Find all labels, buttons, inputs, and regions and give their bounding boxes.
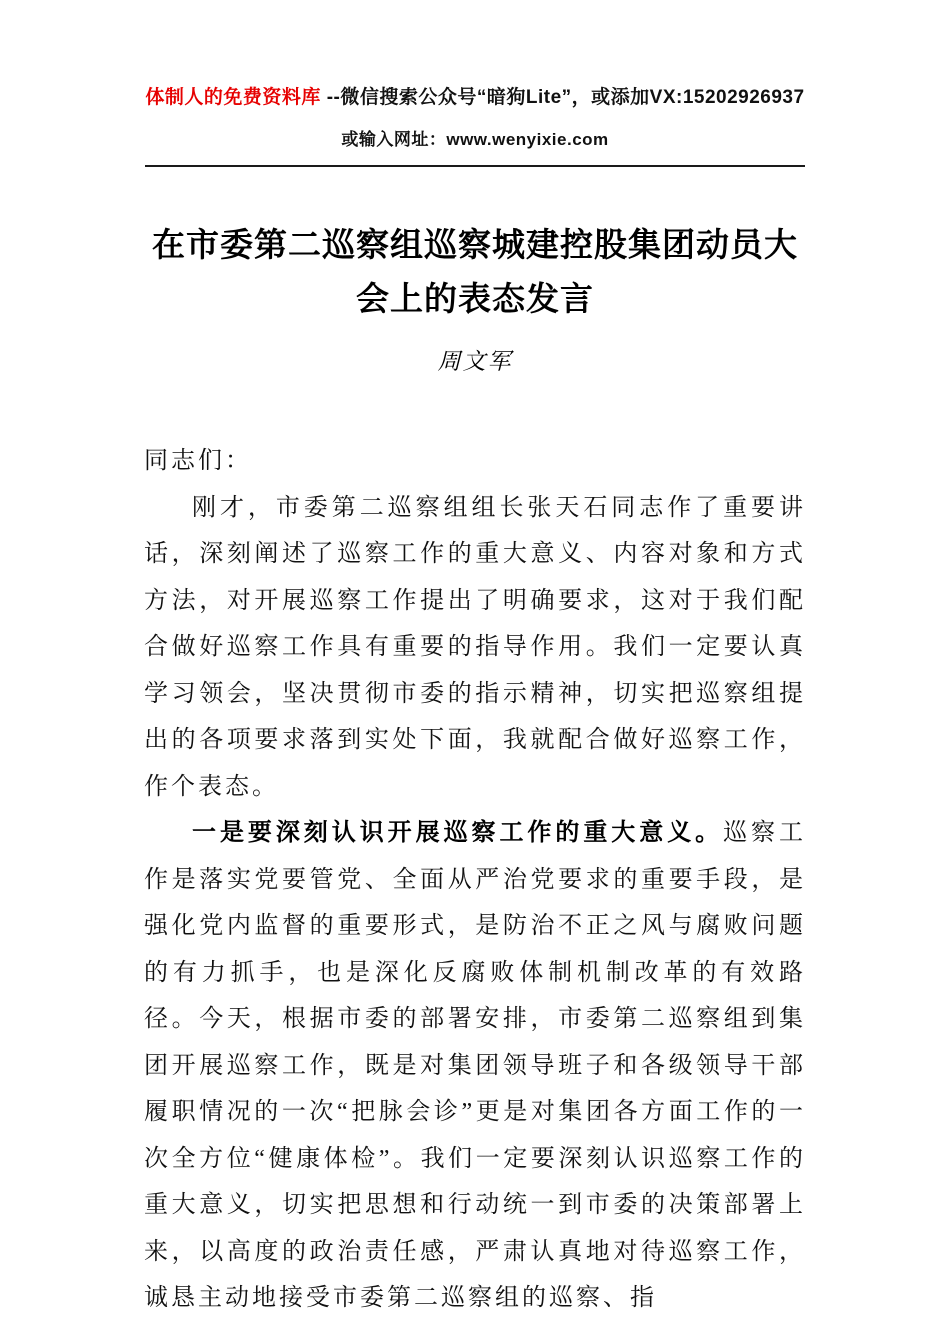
brand-name-text: 体制人的免费资料库 (145, 87, 321, 108)
paragraph-2-text: 巡察工作是落实党要管党、全面从严治党要求的重要手段，是强化党内监督的重要形式，是防治不正之风与腐败问题的有力抓手，也是深化反腐败体制机制改革的有效路径。今天，根据市委的部署安排，市委第二巡察组到集团开展巡察工作，既是对集团领导班子和各级领导干部履职情况的一次“把脉会诊”更是对集团各方面工作的一次全方位“健康体检”。我们一定要深刻认识巡察工作的重大意义，切实把思想和行动统一到市委的决策部署上来，以高度的政治责任感，严肃认真地对待巡察工作，诚恳主动地接受市委第二巡察组的巡察、指 (144, 820, 806, 1311)
page-header (0, 0, 950, 167)
header-divider (145, 165, 805, 167)
document-title: 在市委第二巡察组巡察城建控股集团动员大会上的表态发言 (152, 228, 798, 318)
brand-contact-text: --微信搜索公众号“暗狗Lite”，或添加VX:15202926937 (320, 87, 805, 108)
greeting-paragraph: 同志们： (144, 448, 252, 474)
body-paragraph-1: 刚才，市委第二巡察组组长张天石同志作了重要讲话，深刻阐述了巡察工作的重大意义、内容对象和方式方法，对开展巡察工作提出了明确要求，这对于我们配合做好巡察工作具有重要的指导作用。我们一定要认真学习领会，坚决贯彻市委的指示精神，切实把巡察组提出的各项要求落到实处下面，我就配合做好巡察工作，作个表态。 (144, 494, 806, 800)
body-paragraph-2 (144, 810, 806, 1322)
document-author: 周文军 (437, 349, 513, 374)
paragraph-2-bold-lead: 一是要深刻认识开展巡察工作的重大意义。 (192, 820, 724, 846)
header-website-line: 或输入网址：www.wenyixie.com (341, 130, 609, 149)
document-body (144, 438, 806, 1322)
header-brand-line (0, 82, 950, 109)
